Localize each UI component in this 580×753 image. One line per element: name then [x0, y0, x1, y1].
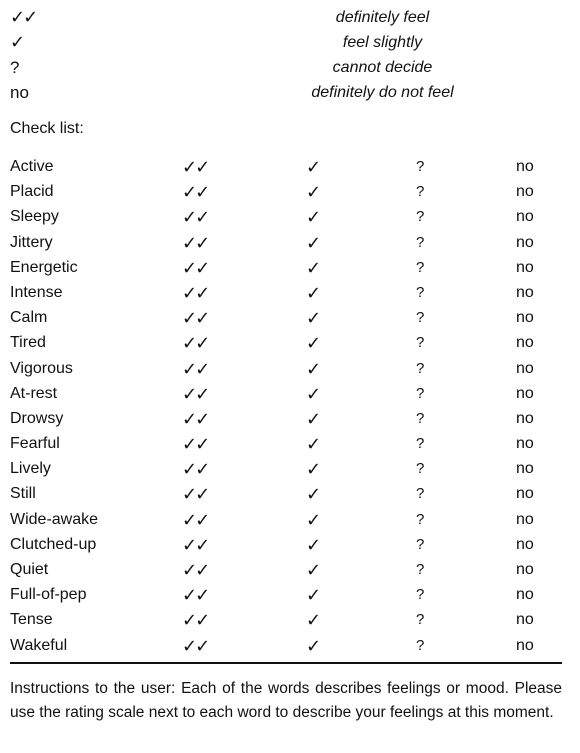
mood-word: Calm — [10, 309, 48, 327]
cannot-decide-option[interactable]: ? — [416, 359, 425, 377]
legend-row-definitely-not — [10, 80, 570, 105]
definitely-not-option[interactable]: no — [516, 636, 534, 654]
definitely-not-option[interactable]: no — [516, 283, 534, 301]
feel-slightly-option[interactable]: ✓ — [306, 383, 322, 404]
legend-meaning: definitely do not feel — [311, 84, 454, 101]
table-row — [10, 180, 565, 205]
definitely-feel-option[interactable]: ✓✓ — [182, 358, 209, 379]
mood-word: Intense — [10, 283, 63, 301]
cannot-decide-option[interactable]: ? — [416, 611, 425, 629]
cannot-decide-option[interactable]: ? — [416, 158, 425, 175]
feel-slightly-option[interactable]: ✓ — [306, 459, 322, 480]
definitely-feel-option[interactable]: ✓✓ — [182, 157, 209, 177]
legend-row-feel-slightly — [10, 30, 570, 55]
table-row — [10, 306, 565, 331]
definitely-not-option[interactable]: no — [516, 359, 534, 377]
definitely-feel-option[interactable]: ✓✓ — [182, 383, 209, 404]
mood-word: Placid — [10, 183, 54, 201]
no-symbol: no — [10, 83, 29, 102]
legend-row-cannot-decide — [10, 55, 570, 80]
definitely-feel-option[interactable]: ✓✓ — [182, 484, 209, 505]
checklist-heading: Check list: — [10, 120, 84, 137]
mood-word: At-rest — [10, 384, 58, 402]
section-divider — [10, 662, 562, 664]
cannot-decide-option[interactable]: ? — [416, 208, 425, 226]
mood-word: Lively — [10, 460, 51, 478]
cannot-decide-option[interactable]: ? — [416, 309, 425, 327]
mood-word: Still — [10, 485, 36, 503]
feel-slightly-option[interactable]: ✓ — [306, 358, 322, 379]
feel-slightly-option[interactable]: ✓ — [306, 560, 322, 580]
cannot-decide-option[interactable]: ? — [416, 233, 425, 251]
table-row — [10, 457, 565, 482]
table-row — [10, 407, 565, 432]
cannot-decide-option[interactable]: ? — [416, 460, 425, 478]
question-mark-symbol: ? — [10, 58, 20, 77]
cannot-decide-option[interactable]: ? — [416, 561, 425, 578]
mood-word: Active — [10, 158, 54, 175]
table-row — [10, 634, 565, 659]
definitely-feel-option[interactable]: ✓✓ — [182, 308, 209, 329]
feel-slightly-option[interactable]: ✓ — [306, 182, 322, 203]
cannot-decide-option[interactable]: ? — [416, 384, 425, 402]
mood-word: Quiet — [10, 561, 49, 578]
feel-slightly-option[interactable]: ✓ — [306, 509, 322, 530]
table-row — [10, 583, 565, 608]
definitely-feel-option[interactable]: ✓✓ — [182, 534, 209, 555]
check-icon: ✓ — [10, 32, 24, 52]
definitely-feel-option[interactable]: ✓✓ — [182, 207, 209, 228]
definitely-feel-option[interactable]: ✓✓ — [182, 434, 209, 455]
table-row — [10, 608, 565, 633]
feel-slightly-option[interactable]: ✓ — [306, 534, 322, 555]
table-row — [10, 205, 565, 230]
cannot-decide-option[interactable]: ? — [416, 485, 425, 503]
feel-slightly-option[interactable]: ✓ — [306, 610, 322, 631]
definitely-not-option[interactable]: no — [516, 208, 534, 226]
definitely-not-option[interactable]: no — [516, 510, 534, 528]
feel-slightly-option[interactable]: ✓ — [306, 408, 322, 429]
definitely-not-option[interactable]: no — [516, 561, 534, 578]
feel-slightly-option[interactable]: ✓ — [306, 434, 322, 455]
legend-meaning: definitely feel — [335, 9, 430, 26]
table-row — [10, 432, 565, 457]
table-row — [10, 482, 565, 507]
definitely-feel-option[interactable]: ✓✓ — [182, 333, 209, 354]
cannot-decide-option[interactable]: ? — [416, 283, 425, 301]
mood-word: Energetic — [10, 258, 78, 276]
checklist-table — [10, 155, 565, 659]
definitely-feel-option[interactable]: ✓✓ — [182, 408, 209, 429]
table-row — [10, 357, 565, 382]
definitely-not-option[interactable]: no — [516, 485, 534, 503]
table-row — [10, 508, 565, 533]
feel-slightly-option[interactable]: ✓ — [306, 157, 322, 177]
legend-meaning: feel slightly — [342, 34, 423, 51]
cannot-decide-option[interactable]: ? — [416, 586, 425, 604]
cannot-decide-option[interactable]: ? — [416, 409, 425, 427]
definitely-feel-option[interactable]: ✓✓ — [182, 560, 209, 580]
table-row — [10, 331, 565, 356]
legend-meaning: cannot decide — [332, 59, 433, 76]
definitely-feel-option[interactable]: ✓✓ — [182, 585, 209, 606]
definitely-not-option[interactable]: no — [516, 435, 534, 453]
instructions-text: Instructions to the user: Each of the words describes feelings or mood. Please use the rating scale next to each word to describe your feelings at this moment. — [10, 680, 562, 721]
mood-word: Sleepy — [10, 208, 59, 226]
feel-slightly-option[interactable]: ✓ — [306, 282, 322, 303]
definitely-not-option[interactable]: no — [516, 611, 534, 629]
definitely-not-option[interactable]: no — [516, 384, 534, 402]
definitely-not-option[interactable]: no — [516, 183, 534, 201]
mood-word: Fearful — [10, 435, 60, 453]
feel-slightly-option[interactable]: ✓ — [306, 308, 322, 329]
feel-slightly-option[interactable]: ✓ — [306, 232, 322, 253]
table-row — [10, 155, 565, 180]
definitely-not-option[interactable]: no — [516, 309, 534, 327]
cannot-decide-option[interactable]: ? — [416, 636, 425, 654]
definitely-not-option[interactable]: no — [516, 334, 534, 352]
mood-word: Full-of-pep — [10, 586, 87, 604]
feel-slightly-option[interactable]: ✓ — [306, 585, 322, 606]
mood-word: Wide-awake — [10, 510, 99, 528]
definitely-not-option[interactable]: no — [516, 258, 534, 276]
mood-word: Tired — [10, 334, 46, 352]
legend-row-definitely-feel — [10, 5, 570, 30]
table-row — [10, 533, 565, 558]
mood-word: Wakeful — [10, 636, 68, 654]
definitely-feel-option[interactable]: ✓✓ — [182, 459, 209, 480]
definitely-not-option[interactable]: no — [516, 460, 534, 478]
table-row — [10, 558, 565, 583]
definitely-feel-option[interactable]: ✓✓ — [182, 232, 209, 253]
mood-word: Vigorous — [10, 359, 73, 377]
cannot-decide-option[interactable]: ? — [416, 334, 425, 352]
cannot-decide-option[interactable]: ? — [416, 183, 425, 201]
cannot-decide-option[interactable]: ? — [416, 535, 425, 553]
table-row — [10, 281, 565, 306]
definitely-not-option[interactable]: no — [516, 535, 534, 553]
feel-slightly-option[interactable]: ✓ — [306, 333, 322, 354]
mood-word: Drowsy — [10, 409, 64, 427]
cannot-decide-option[interactable]: ? — [416, 258, 425, 276]
definitely-not-option[interactable]: no — [516, 409, 534, 427]
feel-slightly-option[interactable]: ✓ — [306, 207, 322, 228]
definitely-feel-option[interactable]: ✓✓ — [182, 635, 209, 656]
definitely-feel-option[interactable]: ✓✓ — [182, 610, 209, 631]
rating-scale-legend — [10, 5, 570, 105]
mood-word: Tense — [10, 611, 53, 629]
cannot-decide-option[interactable]: ? — [416, 435, 425, 453]
feel-slightly-option[interactable]: ✓ — [306, 484, 322, 505]
double-check-icon: ✓✓ — [10, 7, 37, 27]
mood-word: Clutched-up — [10, 535, 97, 553]
table-row — [10, 256, 565, 281]
definitely-not-option[interactable]: no — [516, 233, 534, 251]
definitely-feel-option[interactable]: ✓✓ — [182, 257, 209, 278]
definitely-feel-option[interactable]: ✓✓ — [182, 182, 209, 203]
definitely-not-option[interactable]: no — [516, 158, 534, 175]
definitely-feel-option[interactable]: ✓✓ — [182, 509, 209, 530]
table-row — [10, 231, 565, 256]
mood-word: Jittery — [10, 233, 53, 251]
cannot-decide-option[interactable]: ? — [416, 510, 425, 528]
feel-slightly-option[interactable]: ✓ — [306, 635, 322, 656]
definitely-not-option[interactable]: no — [516, 586, 534, 604]
table-row — [10, 382, 565, 407]
definitely-feel-option[interactable]: ✓✓ — [182, 282, 209, 303]
feel-slightly-option[interactable]: ✓ — [306, 257, 322, 278]
